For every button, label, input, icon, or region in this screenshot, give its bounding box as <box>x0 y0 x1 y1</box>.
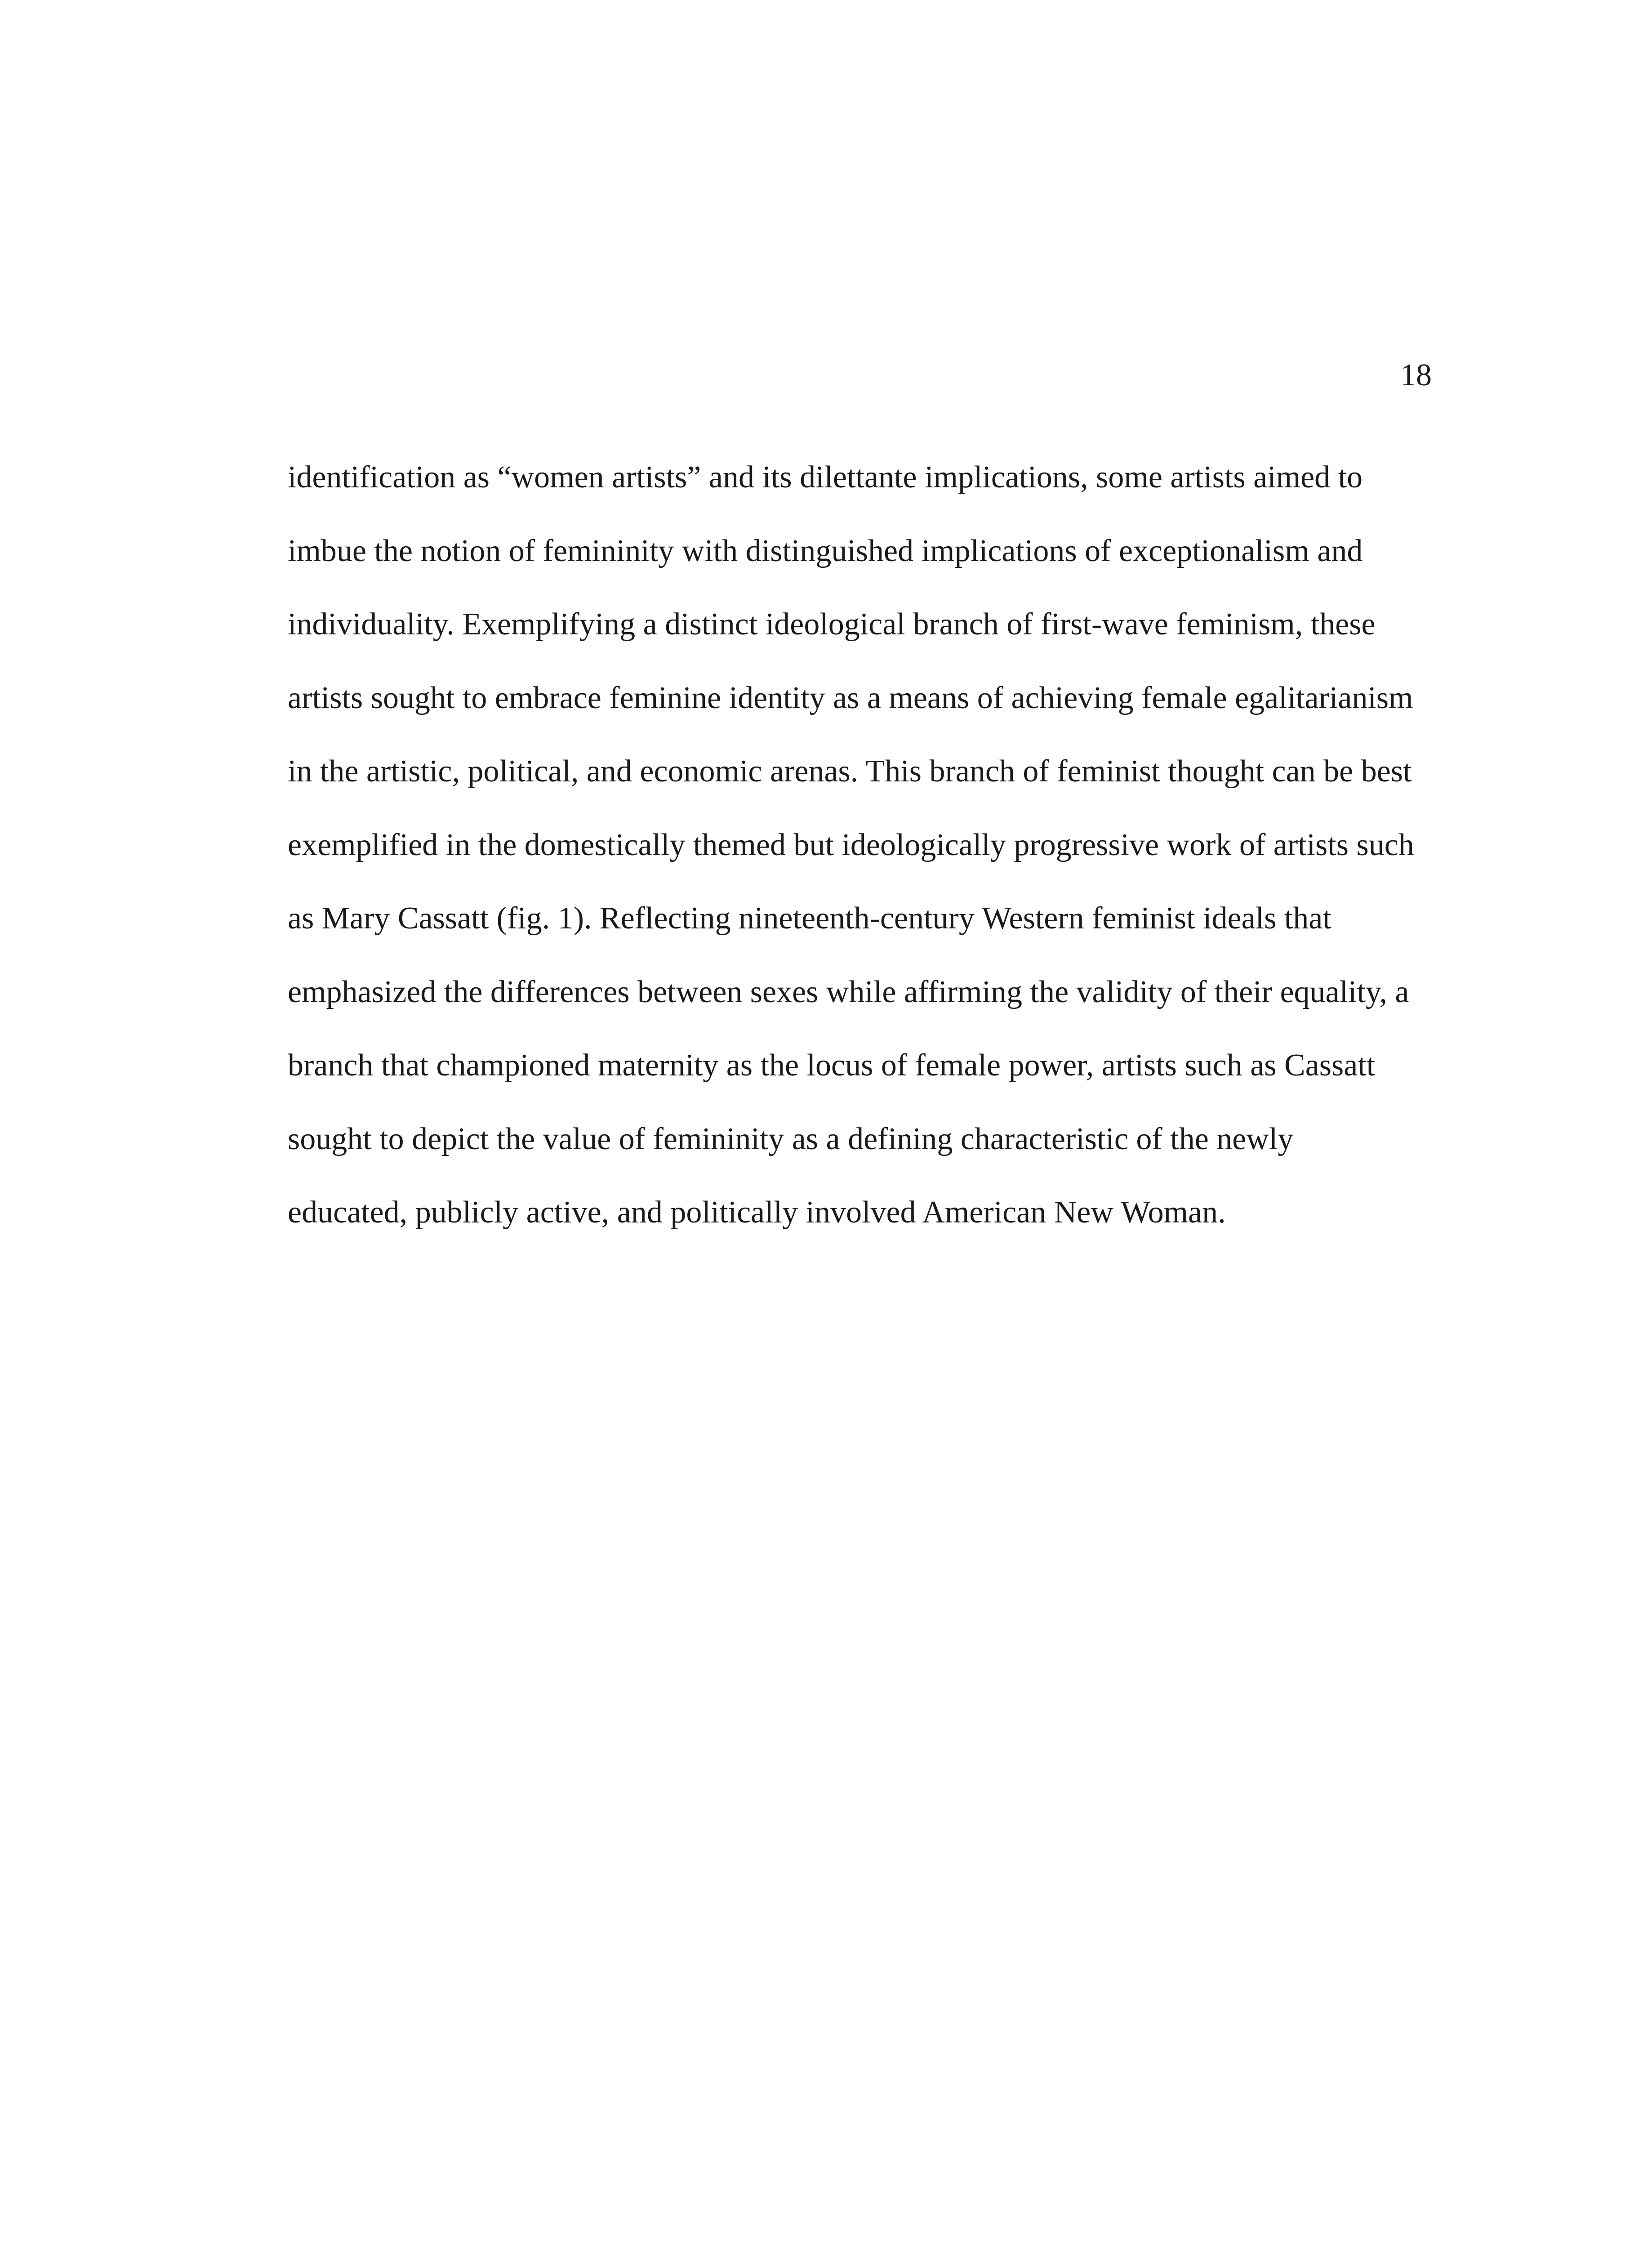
text-line: educated, publicly active, and politically involved American New Woman. <box>288 1195 1226 1230</box>
text-line: emphasized the differences between sexes while affirming the validity of their equality, a <box>288 974 1409 1009</box>
text-line: imbue the notion of femininity with distinguished implications of exceptionalism and <box>288 533 1363 568</box>
body-paragraph <box>288 441 1438 1249</box>
text-line: exemplified in the domestically themed but ideologically progressive work of artists such <box>288 827 1414 862</box>
text-line: branch that championed maternity as the locus of female power, artists such as Cassatt <box>288 1048 1376 1083</box>
text-line: in the artistic, political, and economic arenas. This branch of feminist thought can be best <box>288 754 1412 789</box>
text-line: individuality. Exemplifying a distinct ideological branch of first-wave feminism, these <box>288 607 1376 642</box>
text-line: identification as “women artists” and its dilettante implications, some artists aimed to <box>288 460 1363 495</box>
text-line: sought to depict the value of femininity as a defining characteristic of the newly <box>288 1121 1294 1156</box>
text-line: artists sought to embrace feminine identity as a means of achieving female egalitarianism <box>288 680 1413 715</box>
text-line: as Mary Cassatt (fig. 1). Reflecting nineteenth-century Western feminist ideals that <box>288 901 1331 936</box>
page-number: 18 <box>1400 358 1432 393</box>
